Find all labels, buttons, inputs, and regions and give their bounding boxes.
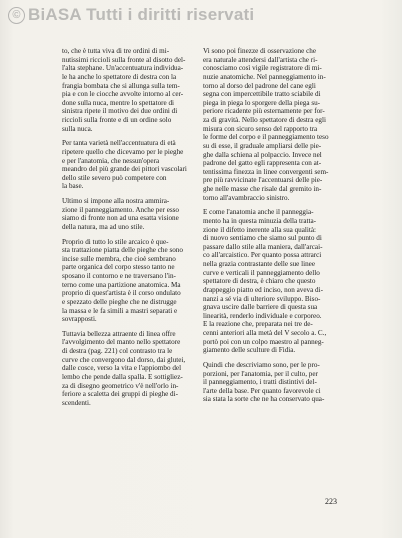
- text-line: portò poi con un colpo maestro al panneg-: [203, 337, 324, 346]
- text-line: done sulla nuca, mentre lo spettatore di: [62, 98, 175, 107]
- text-line: padrone del gatto egli rappresenta con at-: [203, 159, 322, 168]
- text-line: ghe nelle masse che risale dal gremito in-: [203, 185, 322, 193]
- text-line: di nuovo sentiamo che siamo sul punto di: [203, 234, 322, 243]
- text-line: torno al dorso del padrone del cane egli: [203, 81, 316, 90]
- text-line: E la reazione che, preparata nei tre de-: [203, 320, 313, 329]
- text-line: misura con sicuro senso del rapporto tra: [203, 124, 318, 133]
- text-line: parte organica del corpo stesso tanto ne: [62, 263, 175, 272]
- text-line: lembo che pende dalla spalla. E sottigliez-: [62, 372, 183, 381]
- text-line: le ha anche lo spettatore di destra con la: [62, 72, 177, 81]
- text-line: pia e con le ciocche avvolte intorno al cer-: [62, 90, 184, 99]
- text-line: dello stile severo può competere con: [62, 173, 167, 182]
- text-line: era naturale attendersi dall'artista che ri-: [203, 55, 318, 64]
- text-line: e per l'anatomia, che nessun'opera: [62, 156, 160, 165]
- watermark: [8, 5, 254, 25]
- text-line: la massa e le fa simili a mastri separati e: [62, 306, 178, 315]
- text-line: sia stata la sorte che ne ha conservato qua-: [203, 395, 325, 404]
- text-line: Quindi che descriviamo sono, per le pro-: [203, 360, 320, 369]
- text-line: incise sulle membra, che cioè sembrano: [62, 254, 176, 263]
- text-line: proprio di quest'artista è il corso ondulato: [62, 289, 181, 298]
- text-line: riccioli sulla fronte e di un ordine solo: [62, 116, 172, 124]
- text-line: mento ha in questa minuzia della tratta-: [203, 216, 317, 225]
- text-line: scendenti.: [62, 398, 91, 407]
- text-line: zione il panneggiamento. Anche per esso: [62, 205, 179, 214]
- text-line: porzioni, per l'anatomia, per il culto, per: [203, 369, 318, 378]
- page-number: 223: [325, 497, 337, 506]
- text-line: passare dallo stile alla maniera, dall'arcai-: [203, 242, 323, 251]
- text-line: conosciamo così vigile registratore di mi-: [203, 64, 322, 73]
- text-line: co all'arcaistico. Per quanto possa attrarci: [203, 251, 322, 260]
- text-line: periore ricadente più esternamente per for-: [203, 107, 325, 116]
- text-line: sta trattazione piatta delle pieghe che sono: [62, 246, 183, 255]
- text-line: ripetere quello che dicevamo per le pieghe: [62, 147, 184, 156]
- text-line: tentissima finezza in linee convergenti sem-: [203, 167, 329, 176]
- text-line: feriore a scaletta dei gruppi di pieghe di-: [62, 390, 178, 399]
- text-line: torno all'avambraccio sinistro.: [203, 193, 290, 202]
- text-line: nanzi a sé via di ulteriore sviluppo. Biso-: [203, 294, 321, 303]
- text-line: di destra (pag. 221) col contrasto tra le: [62, 347, 173, 355]
- text-line: ghe dalla schiena al polpaccio. Invece nel: [203, 150, 322, 159]
- text-line: to, che è tutta viva di tre ordini di mi-: [62, 47, 170, 55]
- text-line: Per tanta varietà nell'accentuatura di età: [62, 139, 176, 148]
- text-line: su di esse, il graduale ampliarsi delle pie-: [203, 141, 322, 150]
- text-line: terno come una partizione anatomica. Ma: [62, 280, 181, 289]
- paragraph: [203, 47, 333, 202]
- text-line: spettatore di destra, è chiaro che questo: [203, 277, 316, 286]
- text-line: l'alta stephane. Un'accentuatura individua-: [62, 64, 184, 73]
- text-line: e spezzato delle pieghe che ne distrugge: [62, 297, 177, 306]
- paragraph: [203, 361, 333, 404]
- text-line: za di disegno geometrico v'è nell'orlo in-: [62, 381, 179, 390]
- text-line: cenni anteriori alla metà del V secolo a. C.,: [203, 329, 327, 337]
- right-text-column: [203, 47, 333, 404]
- text-line: nutissimi riccioli sulla fronte al disotto del-: [62, 55, 186, 64]
- text-line: sposano il contorno e ne traversano l'in-: [62, 272, 176, 280]
- text-line: sovrapposti.: [62, 315, 97, 324]
- paragraph: [62, 330, 194, 408]
- paragraph: [62, 47, 194, 133]
- text-line: giamento delle sculture di Fidia.: [203, 346, 296, 355]
- paragraph: [62, 197, 194, 232]
- text-line: segna con impercettibile tratto sciabile di: [203, 90, 321, 99]
- copyright-icon: ©: [8, 7, 25, 24]
- text-line: Ultimo si impone alla nostra ammira-: [62, 197, 170, 205]
- paragraph: [62, 139, 194, 191]
- text-line: la base.: [62, 182, 84, 191]
- text-line: zione il difetto inerente alla sua qualità:: [203, 225, 317, 234]
- text-line: Proprio di tutto lo stile arcaico è que-: [62, 237, 169, 246]
- text-line: piega in piega lo sporgere della piega su-: [203, 98, 321, 107]
- text-line: sulla nuca.: [62, 124, 93, 133]
- text-line: della natura, ma ad uno stile.: [62, 222, 145, 231]
- text-line: l'avvolgimento del manto nello spettatore: [62, 338, 181, 347]
- text-line: frangia bombata che si allunga sulla tem-: [62, 81, 180, 90]
- text-line: Vi sono poi finezze di osservazione che: [203, 47, 316, 55]
- watermark-text: BiASA Tutti i diritti riservati: [28, 5, 255, 24]
- text-line: il panneggiamento, i tratti distintivi del-: [203, 378, 317, 387]
- text-line: curve che convergono dal dorso, dai glutei,: [62, 355, 186, 364]
- text-line: drappeggio piatto ed inciso, non aveva di-: [203, 285, 323, 294]
- paragraph: [203, 208, 333, 355]
- text-line: nuzie anatomiche. Nel panneggiamento in-: [203, 72, 326, 81]
- text-line: siamo di fronte non ad una esatta visione: [62, 214, 179, 223]
- text-line: Tuttavia bellezza attraente di linea offre: [62, 329, 176, 338]
- text-line: linearità, renderlo individuale e corporeo.: [203, 311, 322, 320]
- text-line: l'arte della base. Per quanto favorevole ci: [203, 386, 321, 395]
- text-line: le forme del corpo e il panneggiamento teso: [203, 133, 329, 142]
- text-line: E come l'anatomia anche il panneggia-: [203, 208, 314, 217]
- paragraph: [62, 238, 194, 324]
- text-line: dalle cosce, verso la vita e l'appiombo del: [62, 364, 182, 373]
- text-line: sinistra ripete il motivo dei due ordini di: [62, 107, 178, 116]
- left-text-column: [62, 47, 194, 407]
- text-line: za di gravità. Nello spettatore di destra egli: [203, 116, 326, 124]
- text-line: nella grazia contrastante delle sue linee: [203, 260, 316, 268]
- text-line: meandro del più grande dei pittori vascolari: [62, 165, 187, 174]
- text-line: curve e verticali il panneggiamento dello: [203, 268, 320, 277]
- text-line: pre più ravvicinate l'accentuarsi delle pie-: [203, 176, 323, 185]
- text-line: gnava uscire dalle barriere di questa sua: [203, 303, 318, 312]
